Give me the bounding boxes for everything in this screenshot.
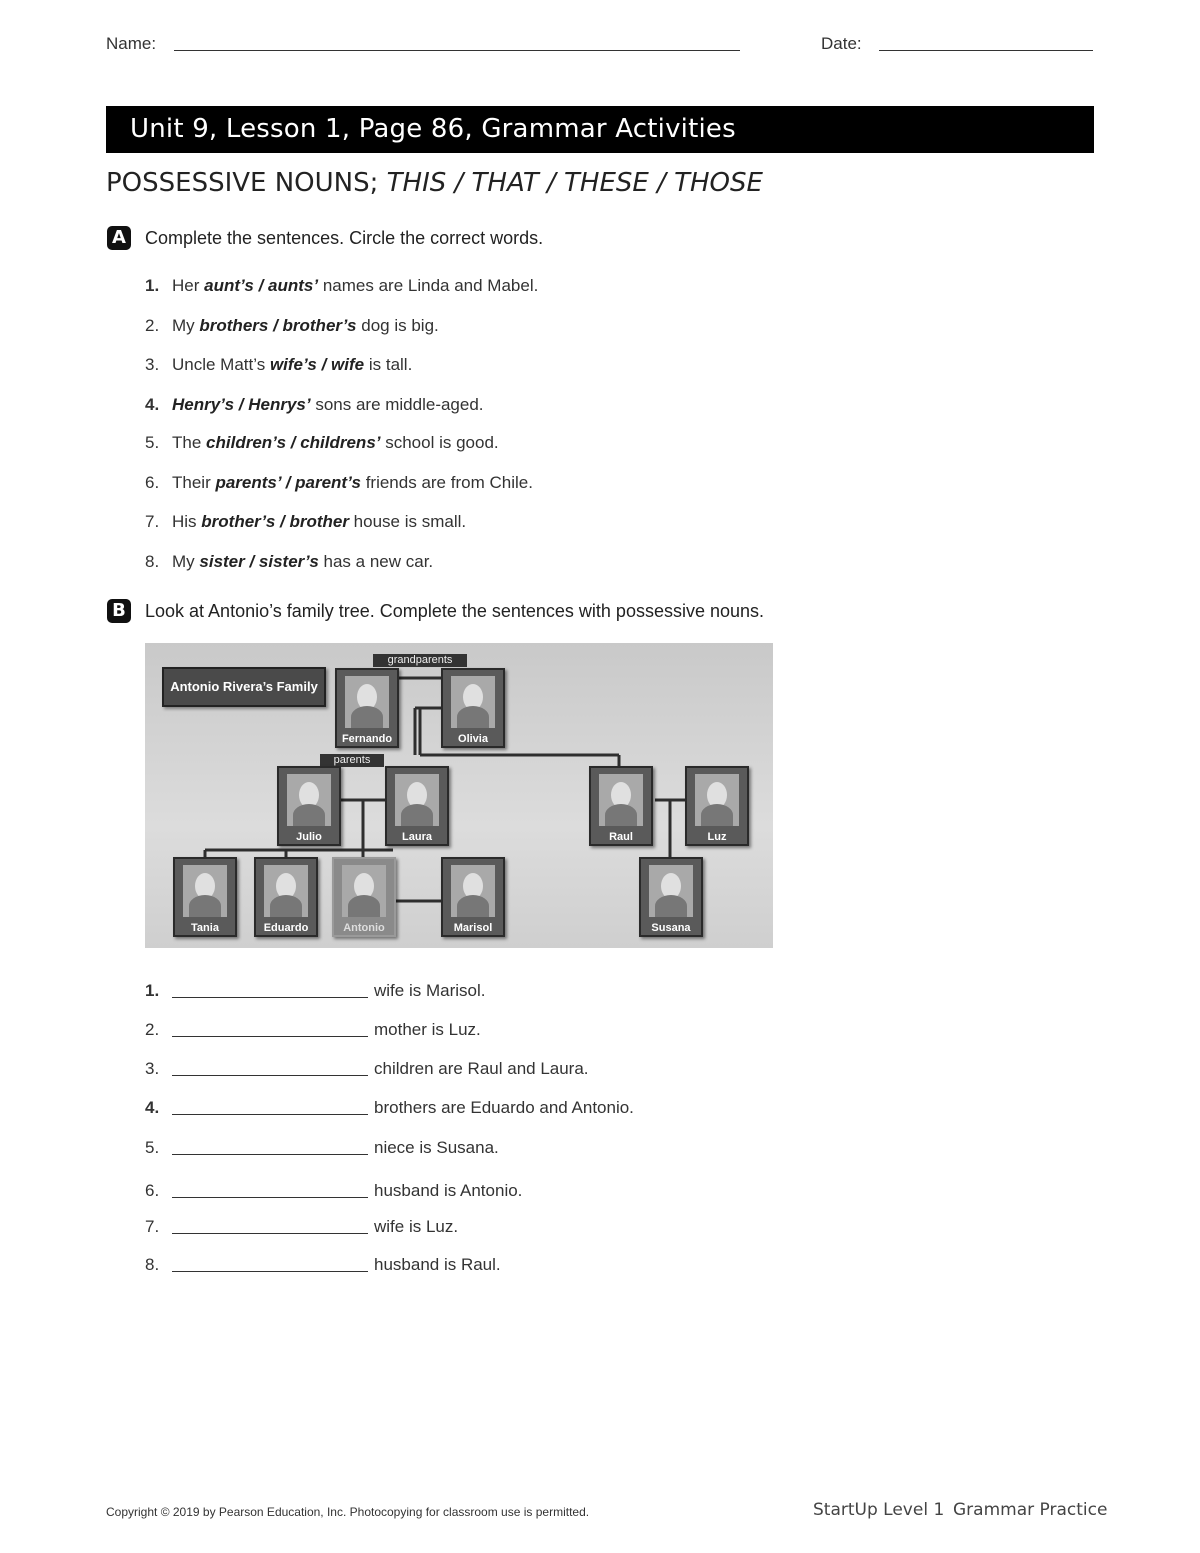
word-choice[interactable]: brother’s / brother: [201, 512, 349, 531]
exercise-b-item: [145, 1181, 522, 1201]
item-text: niece is Susana.: [374, 1138, 499, 1157]
exercise-a-item: [145, 512, 466, 532]
item-text-before: The: [172, 433, 207, 452]
photo-antonio: [332, 857, 396, 937]
word-choice[interactable]: aunt’s / aunts’: [204, 276, 319, 295]
grandparents-tag: grandparents: [373, 654, 467, 667]
portrait-image: [345, 676, 389, 728]
answer-blank[interactable]: [172, 1061, 368, 1076]
item-number: 7.: [145, 512, 160, 531]
word-choice[interactable]: children’s / childrens’: [206, 433, 381, 452]
word-choice[interactable]: brothers / brother’s: [199, 316, 357, 335]
person-name: Luz: [707, 831, 727, 843]
footer-book: Grammar Practice: [953, 1500, 1108, 1520]
item-text-before: His: [172, 512, 202, 531]
portrait-image: [599, 774, 643, 826]
exercise-b-item: [145, 1138, 499, 1158]
answer-blank[interactable]: [172, 1022, 368, 1037]
exercise-a-item: [145, 316, 439, 336]
exercise-a-item: [145, 473, 533, 493]
item-text-after: names are Linda and Mabel.: [318, 276, 539, 295]
section-b-badge: B: [107, 599, 131, 623]
person-name: Laura: [402, 831, 432, 843]
photo-fernando: [335, 668, 399, 748]
section-b-instruction: Look at Antonio’s family tree. Complete the sentences with possessive nouns.: [145, 601, 765, 621]
item-number: 2.: [145, 316, 160, 335]
exercise-a-item: [145, 276, 538, 296]
portrait-image: [695, 774, 739, 826]
parents-tag: parents: [320, 754, 384, 767]
item-text: husband is Raul.: [374, 1255, 501, 1274]
item-text-before: Uncle Matt’s: [172, 355, 270, 374]
item-number: 4.: [145, 1098, 160, 1117]
word-choice[interactable]: sister / sister’s: [199, 552, 319, 571]
copyright-notice: Copyright © 2019 by Pearson Education, Inc. Photocopying for classroom use is permitted.: [106, 1505, 590, 1519]
person-name: Eduardo: [263, 922, 309, 934]
item-number: 7.: [145, 1217, 160, 1236]
item-text: mother is Luz.: [374, 1020, 481, 1039]
section-heading: [106, 168, 763, 198]
item-text: children are Raul and Laura.: [374, 1059, 589, 1078]
item-text-before: Her: [172, 276, 205, 295]
item-number: 8.: [145, 1255, 160, 1274]
person-name: Susana: [651, 922, 691, 934]
item-text: husband is Antonio.: [374, 1181, 523, 1200]
photo-julio: [277, 766, 341, 846]
name-field[interactable]: [174, 50, 740, 51]
person-name: Tania: [191, 922, 219, 934]
person-name: Marisol: [453, 922, 493, 934]
portrait-image: [342, 865, 386, 917]
person-name: Raul: [609, 831, 633, 843]
portrait-image: [451, 676, 495, 728]
answer-blank[interactable]: [172, 1140, 368, 1155]
item-number: 2.: [145, 1020, 160, 1039]
word-choice[interactable]: parents’ / parent’s: [215, 473, 361, 492]
item-text-after: house is small.: [348, 512, 467, 531]
photo-raul: [589, 766, 653, 846]
answer-blank[interactable]: [172, 1257, 368, 1272]
item-text: wife is Luz.: [374, 1217, 459, 1236]
item-number: 6.: [145, 473, 160, 492]
item-number: 3.: [145, 1059, 160, 1078]
item-number: 1.: [145, 981, 160, 1000]
photo-tania: [173, 857, 237, 937]
item-number: 1.: [145, 276, 160, 295]
item-text-after: school is good.: [380, 433, 499, 452]
exercise-b-item: [145, 1255, 501, 1275]
item-text-before: My: [172, 316, 200, 335]
item-number: 6.: [145, 1181, 160, 1200]
portrait-image: [183, 865, 227, 917]
item-text-after: dog is big.: [356, 316, 439, 335]
answer-blank[interactable]: [172, 983, 368, 998]
footer-level: StartUp Level 1: [813, 1500, 945, 1520]
item-text-before: Their: [172, 473, 216, 492]
photo-susana: [639, 857, 703, 937]
portrait-image: [287, 774, 331, 826]
family-tree-image: [145, 643, 773, 948]
photo-olivia: [441, 668, 505, 748]
exercise-b-item: [145, 981, 485, 1001]
item-text-after: is tall.: [364, 355, 413, 374]
photo-laura: [385, 766, 449, 846]
person-name: Antonio: [343, 922, 385, 934]
answer-blank[interactable]: [172, 1219, 368, 1234]
section-a-badge: A: [107, 226, 131, 250]
heading-italic: THIS / THAT / THESE / THOSE: [386, 168, 763, 198]
title-bar: [106, 106, 1094, 153]
item-text-before: My: [172, 552, 200, 571]
portrait-image: [451, 865, 495, 917]
exercise-a-item: [145, 433, 499, 453]
item-number: 8.: [145, 552, 160, 571]
item-number: 5.: [145, 1138, 160, 1157]
person-name: Julio: [296, 831, 322, 843]
exercise-a-item: [145, 355, 412, 375]
portrait-image: [395, 774, 439, 826]
item-text-after: has a new car.: [318, 552, 434, 571]
portrait-image: [649, 865, 693, 917]
person-name: Fernando: [341, 733, 393, 745]
person-name: Olivia: [458, 733, 488, 745]
exercise-b-item: [145, 1098, 634, 1118]
word-choice[interactable]: wife’s / wife: [269, 355, 365, 374]
name-label: Name:: [106, 34, 157, 53]
word-choice[interactable]: Henry’s / Henrys’: [172, 395, 311, 414]
portrait-image: [264, 865, 308, 917]
item-number: 3.: [145, 355, 160, 374]
photo-luz: [685, 766, 749, 846]
item-text: brothers are Eduardo and Antonio.: [374, 1098, 634, 1117]
section-a-instruction: Complete the sentences. Circle the correct words.: [145, 228, 544, 248]
item-text: wife is Marisol.: [374, 981, 486, 1000]
answer-blank[interactable]: [172, 1100, 368, 1115]
item-text-after: sons are middle-aged.: [310, 395, 484, 414]
answer-blank[interactable]: [172, 1183, 368, 1198]
item-number: 5.: [145, 433, 160, 452]
page-title: Unit 9, Lesson 1, Page 86, Grammar Activities: [130, 114, 736, 144]
item-text-after: friends are from Chile.: [360, 473, 533, 492]
date-label: Date:: [821, 34, 862, 53]
exercise-b-item: [145, 1059, 589, 1079]
item-number: 4.: [145, 395, 160, 414]
photo-marisol: [441, 857, 505, 937]
exercise-b-item: [145, 1020, 481, 1040]
heading-plain: POSSESSIVE NOUNS;: [106, 168, 387, 198]
exercise-b-item: [145, 1217, 458, 1237]
exercise-a-item: [145, 395, 484, 415]
date-field[interactable]: [879, 50, 1093, 51]
photo-eduardo: [254, 857, 318, 937]
exercise-a-item: [145, 552, 433, 572]
tree-title: Antonio Rivera’s Family: [162, 667, 326, 707]
